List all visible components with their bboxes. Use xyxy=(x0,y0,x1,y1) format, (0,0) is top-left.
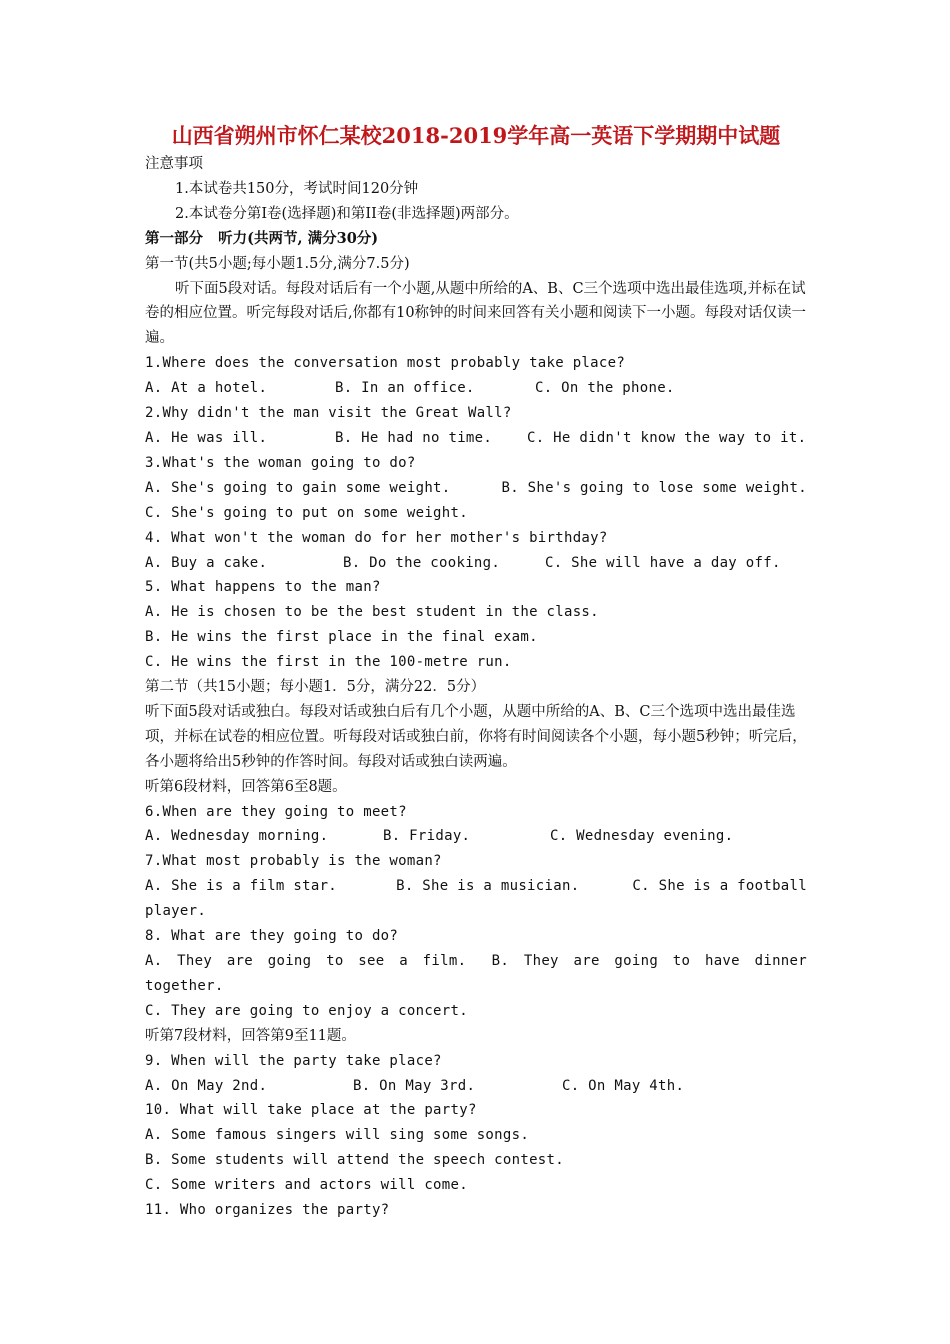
question-3: 3.What's the woman going to do? xyxy=(145,454,416,471)
note-item: 1.本试卷共150分，考试时间120分钟 xyxy=(175,180,419,197)
option-c-continued: player. xyxy=(145,903,207,920)
option-b: B. He had no time. xyxy=(335,429,493,446)
option-b-continued: together. xyxy=(145,977,224,994)
option-a: A. Some famous singers will sing some songs. xyxy=(145,1127,530,1144)
option-a: A. They are going to see a film. xyxy=(145,953,467,969)
option-a: A. He was ill. xyxy=(145,429,268,446)
options-9 xyxy=(145,1074,807,1099)
option-c: C. She's going to put on some weight. xyxy=(145,504,468,521)
option-b: B. In an office. xyxy=(335,380,475,397)
option-a: A. On May 2nd. xyxy=(145,1077,268,1094)
option-c: C. On May 4th. xyxy=(562,1077,685,1094)
question-1: 1.Where does the conversation most probably take place? xyxy=(145,355,626,372)
option-a: A. Buy a cake. xyxy=(145,554,268,571)
option-a: A. At a hotel. xyxy=(145,380,268,397)
exam-page xyxy=(145,120,807,1223)
option-b: B. He wins the first place in the final exam. xyxy=(145,629,538,646)
option-c: C. On the phone. xyxy=(535,380,675,397)
section1-heading: 第一节(共5小题;每小题1.5分,满分7.5分) xyxy=(145,255,410,272)
options-4 xyxy=(145,551,807,576)
question-6: 6.When are they going to meet? xyxy=(145,803,407,820)
option-a: A. Wednesday morning. xyxy=(145,828,329,845)
exam-title: 山西省朔州市怀仁某校2018-2019学年高一英语下学期期中试题 xyxy=(171,123,781,148)
option-b: B. On May 3rd. xyxy=(353,1077,476,1094)
option-c: C. She is a football xyxy=(632,878,807,895)
option-c: C. Some writers and actors will come. xyxy=(145,1177,468,1194)
option-c: C. She will have a day off. xyxy=(545,554,781,571)
option-b: B. She is a musician. xyxy=(396,878,580,895)
option-c: C. They are going to enjoy a concert. xyxy=(145,1002,468,1019)
question-2: 2.Why didn't the man visit the Great Wall? xyxy=(145,405,512,422)
options-1 xyxy=(145,376,807,401)
option-b: B. They are going to have dinner xyxy=(491,953,807,969)
question-4: 4. What won't the woman do for her mother's birthday? xyxy=(145,529,608,546)
option-b: B. Friday. xyxy=(383,828,471,845)
section2-heading: 第二节（共15小题；每小题1．5分，满分22．5分） xyxy=(145,679,486,696)
question-9: 9. When will the party take place? xyxy=(145,1052,442,1069)
material-7: 听第7段材料，回答第9至11题。 xyxy=(145,1027,356,1044)
part1-heading: 第一部分 听力(共两节, 满分30分) xyxy=(145,229,379,247)
option-c: C. He wins the first in the 100-metre run. xyxy=(145,654,512,671)
question-10: 10. What will take place at the party? xyxy=(145,1102,477,1119)
options-8 xyxy=(145,949,807,974)
options-6 xyxy=(145,824,807,849)
notes-heading: 注意事项 xyxy=(145,156,203,172)
option-a: A. She is a film star. xyxy=(145,878,338,895)
material-6: 听第6段材料，回答第6至8题。 xyxy=(145,778,347,795)
question-5: 5. What happens to the man? xyxy=(145,579,381,596)
section1-instructions: 听下面5段对话。每段对话后有一个小题,从题中所给的A、B、C三个选项中选出最佳选项,并标在试卷的相应位置。听完每段对话后,你都有10称钟的时间来回答有关小题和阅读下一小题。每段对话仅读一遍。 xyxy=(145,280,807,347)
option-b: B. Some students will attend the speech contest. xyxy=(145,1152,564,1169)
section2-instructions: 听下面5段对话或独白。每段对话或独白后有几个小题，从题中所给的A、B、C三个选项中选出最佳选项，并标在试卷的相应位置。听每段对话或独白前，你将有时间阅读各个小题，每小题5秒钟；听完后，各小题将给出5秒钟的作答时间。每段对话或独白读两遍。 xyxy=(145,703,807,770)
note-item: 2.本试卷分第I卷(选择题)和第II卷(非选择题)两部分。 xyxy=(175,205,519,222)
option-c: C. Wednesday evening. xyxy=(550,828,734,845)
option-a: A. He is chosen to be the best student in the class. xyxy=(145,604,599,621)
option-a: A. She's going to gain some weight. xyxy=(145,479,451,496)
options-2 xyxy=(145,426,807,451)
option-c: C. He didn't know the way to it. xyxy=(527,429,807,446)
option-b: B. Do the cooking. xyxy=(343,554,501,571)
question-8: 8. What are they going to do? xyxy=(145,928,399,945)
options-3 xyxy=(145,476,807,501)
option-b: B. She's going to lose some weight. xyxy=(501,479,807,496)
question-7: 7.What most probably is the woman? xyxy=(145,853,442,870)
question-11: 11. Who organizes the party? xyxy=(145,1202,390,1219)
options-7 xyxy=(145,874,807,899)
